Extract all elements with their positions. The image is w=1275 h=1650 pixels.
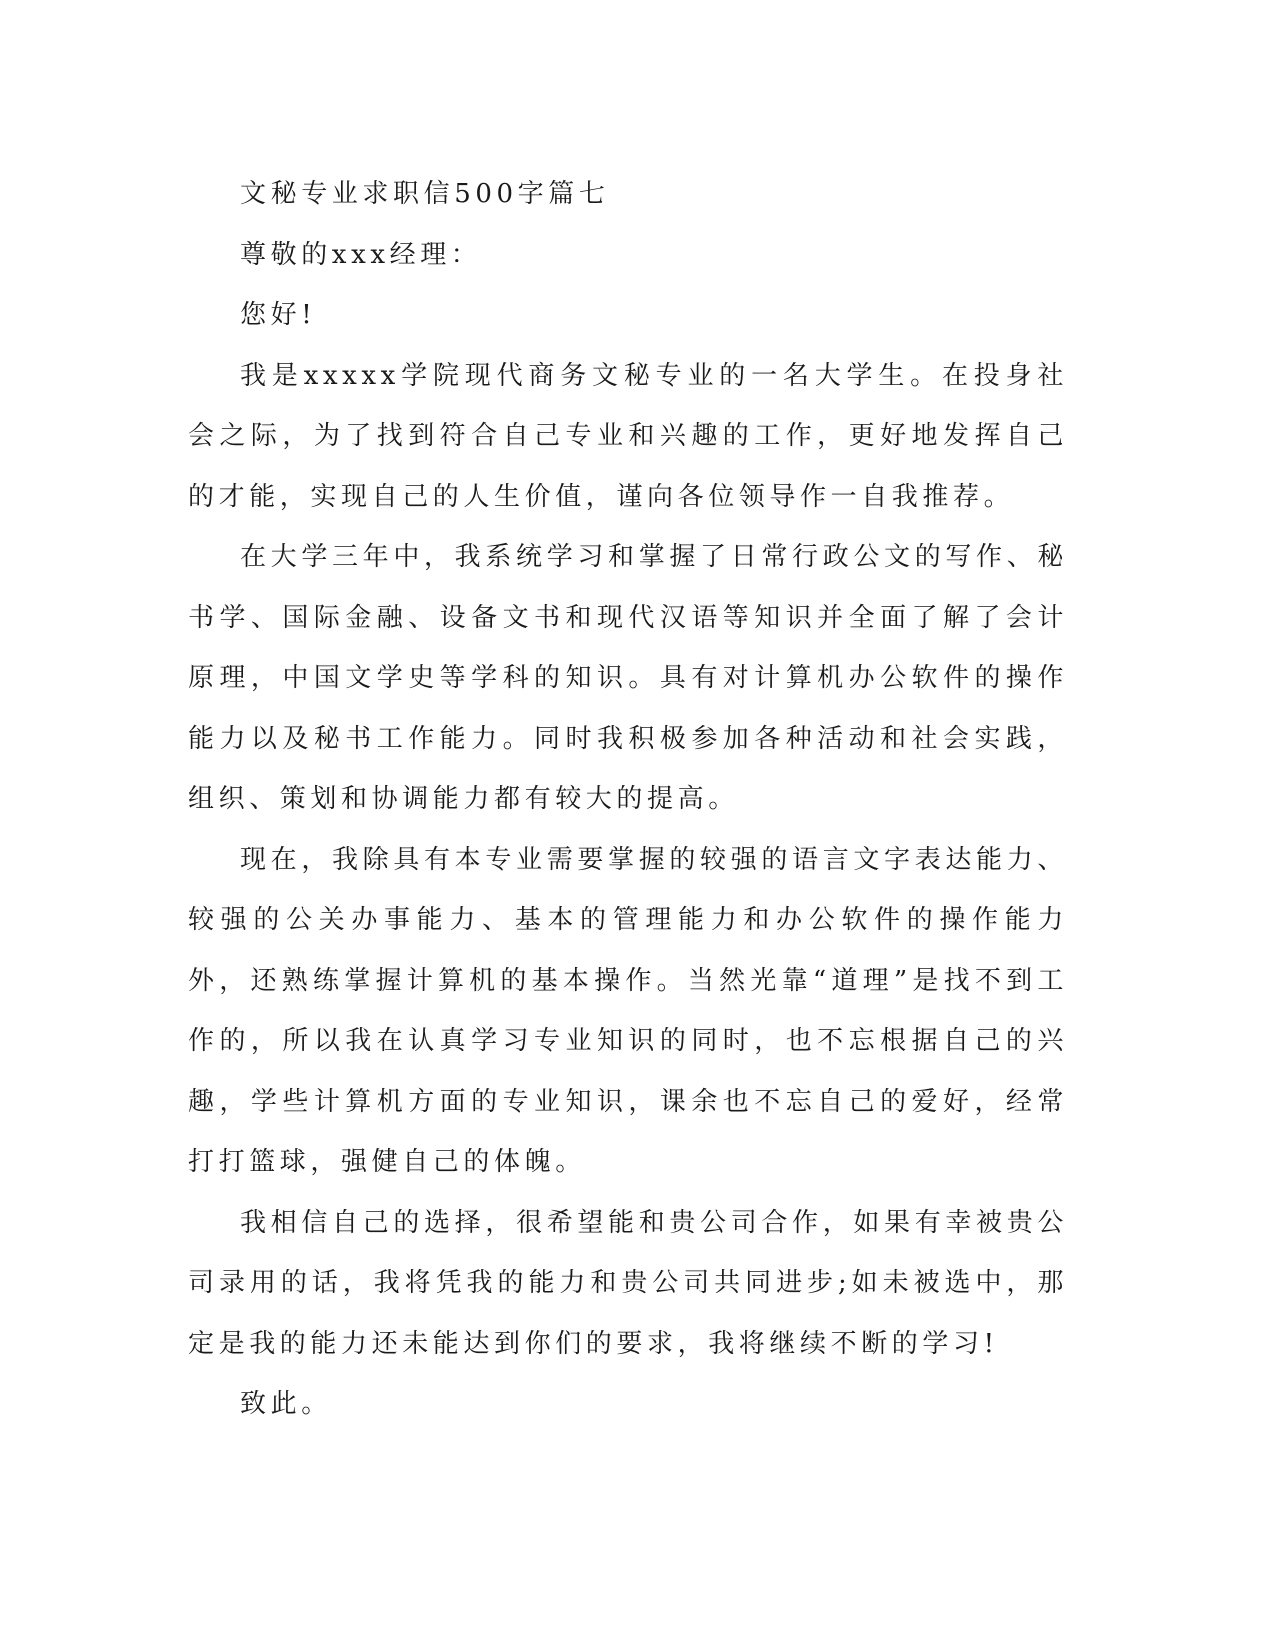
paragraph-education: 在大学三年中，我系统学习和掌握了日常行政公文的写作、秘书学、国际金融、设备文书和现代汉语等知识并全面了解了会计原理，中国文学史等学科的知识。具有对计算机办公软件的操作能力以及秘书工作能力。同时我积极参加各种活动和社会实践，组织、策划和协调能力都有较大的提高。 [188, 542, 1068, 814]
paragraph-skills: 现在，我除具有本专业需要掌握的较强的语言文字表达能力、较强的公关办事能力、基本的管理能力和办公软件的操作能力外，还熟练掌握计算机的基本操作。当然光靠“道理”是找不到工作的，所以我在认真学习专业知识的同时，也不忘根据自己的兴趣，学些计算机方面的专业知识，课余也不忘自己的爱好，经常打打篮球，强健自己的体魄。 [188, 844, 1068, 1177]
letter-title: 文秘专业求职信500字篇七 [240, 179, 610, 209]
greeting: 您好! [240, 300, 317, 330]
closing: 致此。 [240, 1389, 332, 1419]
letter-body [188, 164, 1068, 1435]
paragraph-intro: 我是xxxxx学院现代商务文秘专业的一名大学生。在投身社会之际，为了找到符合自己专业和兴趣的工作，更好地发挥自己的才能，实现自己的人生价值，谨向各位领导作一自我推荐。 [188, 360, 1068, 512]
paragraph-conclusion: 我相信自己的选择，很希望能和贵公司合作，如果有幸被贵公司录用的话，我将凭我的能力和贵公司共同进步;如未被选中，那定是我的能力还未能达到你们的要求，我将继续不断的学习! [188, 1207, 1068, 1359]
salutation: 尊敬的xxx经理： [240, 239, 482, 270]
